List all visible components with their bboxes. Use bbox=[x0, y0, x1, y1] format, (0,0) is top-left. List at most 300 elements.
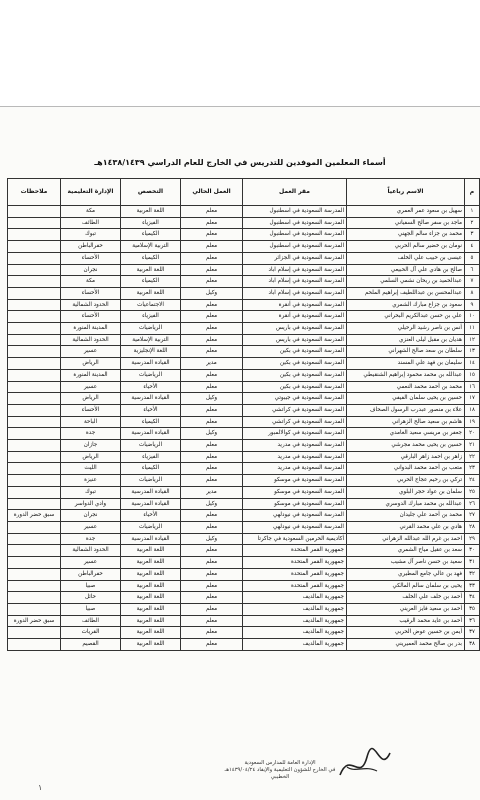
cell-workplace: أكاديمية الحرمين السعودية في جاكرتا bbox=[243, 533, 347, 545]
cell-number: ٢٠ bbox=[465, 428, 480, 440]
cell-notes bbox=[8, 440, 61, 452]
cell-specialty: اللغة العربية bbox=[121, 603, 181, 615]
cell-education-office: عسير bbox=[61, 381, 121, 393]
cell-current-job: وكيل bbox=[181, 428, 243, 440]
cell-notes bbox=[8, 451, 61, 463]
cell-specialty: اللغة العربية bbox=[121, 568, 181, 580]
table-row bbox=[8, 475, 480, 487]
cell-education-office: مكة bbox=[61, 276, 121, 288]
cell-specialty: الأحياء bbox=[121, 381, 181, 393]
cell-workplace: المدرسة السعودية في مدريد bbox=[243, 440, 347, 452]
cell-education-office: القريات bbox=[61, 627, 121, 639]
cell-specialty: اللغة العربية bbox=[121, 627, 181, 639]
table-row bbox=[8, 311, 480, 323]
cell-workplace: المدرسة السعودية في موسكو bbox=[243, 486, 347, 498]
cell-workplace: المدرسة السعودية في بكين bbox=[243, 358, 347, 370]
column-header-workplace: مقر العمل bbox=[243, 179, 347, 206]
cell-specialty: الرياضيات bbox=[121, 369, 181, 381]
cell-specialty: اللغة العربية bbox=[121, 592, 181, 604]
column-header-specialty: التخصص bbox=[121, 179, 181, 206]
cell-specialty: الفيزياء bbox=[121, 311, 181, 323]
cell-specialty: الكيمياء bbox=[121, 252, 181, 264]
cell-current-job: معلم bbox=[181, 346, 243, 358]
table-row bbox=[8, 627, 480, 639]
cell-notes bbox=[8, 334, 61, 346]
cell-number: ٢ bbox=[465, 217, 480, 229]
table-row bbox=[8, 299, 480, 311]
cell-notes bbox=[8, 603, 61, 615]
table-row bbox=[8, 323, 480, 335]
cell-workplace: المدرسة السعودية في أنقرة bbox=[243, 299, 347, 311]
cell-notes bbox=[8, 486, 61, 498]
cell-name: أحمد بن خلف علي الخلف bbox=[347, 592, 465, 604]
cell-number: ١٣ bbox=[465, 346, 480, 358]
table-row bbox=[8, 393, 480, 405]
cell-number: ٢٤ bbox=[465, 475, 480, 487]
cell-specialty: اللغة العربية bbox=[121, 580, 181, 592]
cell-number: ١٢ bbox=[465, 334, 480, 346]
table-row bbox=[8, 451, 480, 463]
cell-education-office: مكة bbox=[61, 206, 121, 218]
column-header-education-office: الإدارة التعليمية bbox=[61, 179, 121, 206]
cell-workplace: المدرسة السعودية في اسطنبول bbox=[243, 217, 347, 229]
cell-number: ١٦ bbox=[465, 381, 480, 393]
table-header-row bbox=[8, 179, 480, 206]
cell-workplace: جمهورية القمر المتحدة bbox=[243, 557, 347, 569]
cell-notes bbox=[8, 299, 61, 311]
cell-number: ٩ bbox=[465, 299, 480, 311]
table-row bbox=[8, 346, 480, 358]
cell-workplace: المدرسة السعودية في بكين bbox=[243, 346, 347, 358]
cell-name: يحيى بن سلمان سالم المالكي bbox=[347, 580, 465, 592]
cell-name: عبدالحميد بن ريحان نشمي السلمي bbox=[347, 276, 465, 288]
cell-notes bbox=[8, 557, 61, 569]
cell-notes bbox=[8, 416, 61, 428]
cell-education-office: نجران bbox=[61, 264, 121, 276]
cell-notes bbox=[8, 323, 61, 335]
cell-notes bbox=[8, 521, 61, 533]
cell-current-job: مدير bbox=[181, 358, 243, 370]
cell-name: احمد بن غرم الله عبدالله الزهراني bbox=[347, 533, 465, 545]
cell-specialty: اللغة العربية bbox=[121, 639, 181, 651]
cell-name: عبدالمحسن بن عبداللطيف إبراهيم الملحم bbox=[347, 287, 465, 299]
table-row bbox=[8, 428, 480, 440]
cell-name: محمد بن جزاء سالم الجهني bbox=[347, 229, 465, 241]
cell-current-job: معلم bbox=[181, 580, 243, 592]
table-row bbox=[8, 287, 480, 299]
cell-name: سهيل بن سعود عمر العمري bbox=[347, 206, 465, 218]
cell-name: علي بن حسن عبدالكريم البحراني bbox=[347, 311, 465, 323]
cell-number: ٢٧ bbox=[465, 510, 480, 522]
cell-workplace: المدرسة السعودية في كوالالمبور bbox=[243, 428, 347, 440]
cell-specialty: اللغة العربية bbox=[121, 264, 181, 276]
cell-specialty: الكيمياء bbox=[121, 416, 181, 428]
cell-number: ١٤ bbox=[465, 358, 480, 370]
cell-current-job: معلم bbox=[181, 592, 243, 604]
cell-specialty: اللغة العربية bbox=[121, 615, 181, 627]
cell-name: عبدالله بن محمد مبارك الدوسري bbox=[347, 498, 465, 510]
cell-education-office: حفرالباطن bbox=[61, 241, 121, 253]
cell-name: زاهر بن احمد زاهر البارقي bbox=[347, 451, 465, 463]
cell-notes bbox=[8, 217, 61, 229]
table-row bbox=[8, 369, 480, 381]
table-row bbox=[8, 615, 480, 627]
cell-name: سعود بن جزاع مبارك الشمري bbox=[347, 299, 465, 311]
cell-number: ١ bbox=[465, 206, 480, 218]
cell-education-office: حفرالباطن bbox=[61, 568, 121, 580]
table-row bbox=[8, 334, 480, 346]
column-header-name: الاسم رباعياً bbox=[347, 179, 465, 206]
cell-education-office: جدة bbox=[61, 428, 121, 440]
cell-education-office: الطائف bbox=[61, 217, 121, 229]
cell-specialty: الرياضيات bbox=[121, 440, 181, 452]
table-row bbox=[8, 416, 480, 428]
cell-number: ١٧ bbox=[465, 393, 480, 405]
cell-current-job: معلم bbox=[181, 451, 243, 463]
cell-current-job: معلم bbox=[181, 627, 243, 639]
table-row bbox=[8, 533, 480, 545]
footer-line-affairs: في الخارج للشؤون التعليمية والإيفاد ١٤٣٩/٠٤/٢٤هـ bbox=[224, 767, 336, 773]
cell-notes bbox=[8, 346, 61, 358]
cell-number: ١٨ bbox=[465, 404, 480, 416]
column-header-notes: ملاحظات bbox=[8, 179, 61, 206]
cell-name: عيسى بن حبيب علي الخلف bbox=[347, 252, 465, 264]
table-row bbox=[8, 206, 480, 218]
cell-specialty: القيادة المدرسية bbox=[121, 428, 181, 440]
cell-current-job: معلم bbox=[181, 615, 243, 627]
cell-current-job: معلم bbox=[181, 264, 243, 276]
cell-education-office: الأحساء bbox=[61, 252, 121, 264]
cell-education-office: الحدود الشمالية bbox=[61, 334, 121, 346]
cell-workplace: المدرسة السعودية في كراتشي bbox=[243, 404, 347, 416]
cell-workplace: المدرسة السعودية في جيبوتي bbox=[243, 393, 347, 405]
cell-number: ٥ bbox=[465, 252, 480, 264]
cell-education-office: الأحساء bbox=[61, 287, 121, 299]
footer-line-department: الإدارة العامة للمدارس السعودية bbox=[244, 760, 316, 766]
cell-name: أنس بن ناصر رشيد الرحيلي bbox=[347, 323, 465, 335]
cell-number: ٣٤ bbox=[465, 592, 480, 604]
table-row bbox=[8, 557, 480, 569]
cell-notes bbox=[8, 241, 61, 253]
cell-number: ١٠ bbox=[465, 311, 480, 323]
cell-current-job: معلم bbox=[181, 311, 243, 323]
cell-number: ٢٥ bbox=[465, 486, 480, 498]
cell-name: سليمان بن فهد علي المسند bbox=[347, 358, 465, 370]
cell-name: أحمد بن عايد محمد الرقيب bbox=[347, 615, 465, 627]
cell-specialty: الرياضيات bbox=[121, 521, 181, 533]
cell-workplace: المدرسة السعودية في بكين bbox=[243, 369, 347, 381]
cell-education-office: الرياض bbox=[61, 358, 121, 370]
cell-workplace: المدرسة السعودية في إسلام اباد bbox=[243, 276, 347, 288]
cell-workplace: المدرسة السعودية في بكين bbox=[243, 381, 347, 393]
table-row bbox=[8, 276, 480, 288]
cell-current-job: مدير bbox=[181, 486, 243, 498]
cell-education-office: عنيزة bbox=[61, 475, 121, 487]
cell-number: ٣٣ bbox=[465, 580, 480, 592]
table-row bbox=[8, 592, 480, 604]
cell-specialty: القيادة المدرسية bbox=[121, 393, 181, 405]
cell-notes bbox=[8, 252, 61, 264]
cell-name: ماجد بن سفر صالح السفياني bbox=[347, 217, 465, 229]
cell-number: ٣٧ bbox=[465, 627, 480, 639]
cell-number: ٣ bbox=[465, 229, 480, 241]
cell-notes bbox=[8, 545, 61, 557]
cell-current-job: وكيل bbox=[181, 498, 243, 510]
cell-specialty: الكيمياء bbox=[121, 229, 181, 241]
cell-workplace: جمهورية المالديف bbox=[243, 627, 347, 639]
cell-name: محمد بن أحمد محمد النعمي bbox=[347, 381, 465, 393]
cell-current-job: معلم bbox=[181, 475, 243, 487]
blank-top-area bbox=[0, 0, 480, 107]
cell-number: ٣٢ bbox=[465, 568, 480, 580]
cell-current-job: معلم bbox=[181, 521, 243, 533]
page-number: ١ bbox=[38, 783, 43, 792]
cell-notes bbox=[8, 475, 61, 487]
table-row bbox=[8, 498, 480, 510]
cell-specialty: القيادة المدرسية bbox=[121, 498, 181, 510]
cell-specialty: القيادة المدرسية bbox=[121, 533, 181, 545]
cell-number: ٨ bbox=[465, 287, 480, 299]
table-row bbox=[8, 580, 480, 592]
cell-name: هادي بن علي محمد القرني bbox=[347, 521, 465, 533]
cell-notes bbox=[8, 463, 61, 475]
table-row bbox=[8, 229, 480, 241]
cell-number: ٣٠ bbox=[465, 545, 480, 557]
cell-current-job: معلم bbox=[181, 217, 243, 229]
cell-workplace: المدرسة السعودية في الجزائر bbox=[243, 252, 347, 264]
cell-workplace: المدرسة السعودية في موسكو bbox=[243, 498, 347, 510]
table-row bbox=[8, 510, 480, 522]
cell-number: ٣٨ bbox=[465, 639, 480, 651]
cell-education-office: الليث bbox=[61, 463, 121, 475]
cell-current-job: معلم bbox=[181, 545, 243, 557]
cell-current-job: معلم bbox=[181, 252, 243, 264]
cell-notes bbox=[8, 369, 61, 381]
cell-name: فهد بن عالي جامع المطيري bbox=[347, 568, 465, 580]
cell-workplace: المدرسة السعودية في اسطنبول bbox=[243, 241, 347, 253]
cell-notes bbox=[8, 592, 61, 604]
cell-number: ٣١ bbox=[465, 557, 480, 569]
cell-number: ١٥ bbox=[465, 369, 480, 381]
table-row bbox=[8, 440, 480, 452]
cell-current-job: معلم bbox=[181, 639, 243, 651]
cell-education-office: عسير bbox=[61, 557, 121, 569]
cell-number: ١١ bbox=[465, 323, 480, 335]
cell-number: ٢٩ bbox=[465, 533, 480, 545]
cell-notes bbox=[8, 206, 61, 218]
column-header-current-job: العمل الحالي bbox=[181, 179, 243, 206]
cell-name: عبدالله بن محمد محمود إبراهيم الشنقيطي bbox=[347, 369, 465, 381]
column-header-number: م bbox=[465, 179, 480, 206]
cell-notes bbox=[8, 533, 61, 545]
table-row bbox=[8, 486, 480, 498]
cell-workplace: المدرسة السعودية في نيودلهي bbox=[243, 521, 347, 533]
cell-current-job: معلم bbox=[181, 557, 243, 569]
document-title: أسماء المعلمين الموفدين للتدريس في الخارج للعام الدراسي ١٤٣٨/١٤٣٩هـ bbox=[94, 158, 386, 167]
table-body bbox=[8, 206, 480, 651]
cell-number: ٢١ bbox=[465, 440, 480, 452]
cell-education-office: جدة bbox=[61, 533, 121, 545]
cell-current-job: معلم bbox=[181, 568, 243, 580]
cell-specialty: الرياضيات bbox=[121, 323, 181, 335]
cell-current-job: معلم bbox=[181, 404, 243, 416]
cell-notes bbox=[8, 404, 61, 416]
cell-specialty: اللغة العربية bbox=[121, 206, 181, 218]
cell-number: ٣٥ bbox=[465, 603, 480, 615]
cell-education-office: الأحساء bbox=[61, 404, 121, 416]
cell-workplace: جمهورية القمر المتحدة bbox=[243, 580, 347, 592]
cell-specialty: اللغة العربية bbox=[121, 557, 181, 569]
cell-workplace: المدرسة السعودية في إسلام اباد bbox=[243, 287, 347, 299]
cell-specialty: الفيزياء bbox=[121, 217, 181, 229]
cell-current-job: معلم bbox=[181, 276, 243, 288]
cell-current-job: وكيل bbox=[181, 287, 243, 299]
cell-workplace: المدرسة السعودية في أنقرة bbox=[243, 311, 347, 323]
cell-workplace: المدرسة السعودية في باريس bbox=[243, 334, 347, 346]
cell-education-office: الحدود الشمالية bbox=[61, 299, 121, 311]
cell-specialty: القيادة المدرسية bbox=[121, 486, 181, 498]
cell-name: بدر بن صالح محمد العميريني bbox=[347, 639, 465, 651]
cell-education-office: الرياض bbox=[61, 393, 121, 405]
footer-line-name: الخطيبي bbox=[270, 774, 290, 780]
cell-education-office: المدينة المنورة bbox=[61, 323, 121, 335]
cell-workplace: جمهورية المالديف bbox=[243, 603, 347, 615]
table-row bbox=[8, 639, 480, 651]
cell-name: جعفر بن مريسي سعيد الغامدي bbox=[347, 428, 465, 440]
cell-notes bbox=[8, 428, 61, 440]
cell-name: أحمد بن سعيد فايز العريني bbox=[347, 603, 465, 615]
cell-current-job: معلم bbox=[181, 369, 243, 381]
cell-notes: سبق حضر الدورة bbox=[8, 615, 61, 627]
cell-name: أيمن بن حسين عوض الحربي bbox=[347, 627, 465, 639]
cell-workplace: جمهورية القمر المتحدة bbox=[243, 568, 347, 580]
cell-current-job: معلم bbox=[181, 440, 243, 452]
cell-notes: سبق حضر الدورة bbox=[8, 510, 61, 522]
cell-specialty: الكيمياء bbox=[121, 276, 181, 288]
table-row bbox=[8, 568, 480, 580]
cell-number: ١٩ bbox=[465, 416, 480, 428]
cell-name: محمد بن أحمد علي جليدان bbox=[347, 510, 465, 522]
cell-education-office: القصيم bbox=[61, 639, 121, 651]
cell-name: سعيد بن حسن ناصر آل مشيب bbox=[347, 557, 465, 569]
cell-name: صالح بن هادي علي آل الحبيعي bbox=[347, 264, 465, 276]
cell-notes bbox=[8, 393, 61, 405]
cell-number: ٢٢ bbox=[465, 451, 480, 463]
cell-name: حسين بن يحيى سلمان الفيفي bbox=[347, 393, 465, 405]
cell-specialty: الفيزياء bbox=[121, 451, 181, 463]
cell-name: سعد بن عقيل مياح الشمري bbox=[347, 545, 465, 557]
cell-education-office: الطائف bbox=[61, 615, 121, 627]
cell-specialty: الأحياء bbox=[121, 404, 181, 416]
cell-specialty: الكيمياء bbox=[121, 463, 181, 475]
document-footer bbox=[205, 760, 355, 781]
cell-specialty: اللغة العربية bbox=[121, 287, 181, 299]
cell-current-job: وكيل bbox=[181, 393, 243, 405]
cell-workplace: المدرسة السعودية في اسطنبول bbox=[243, 206, 347, 218]
table-row bbox=[8, 545, 480, 557]
cell-specialty: اللغة العربية bbox=[121, 545, 181, 557]
cell-notes bbox=[8, 627, 61, 639]
cell-education-office: جازان bbox=[61, 440, 121, 452]
cell-current-job: معلم bbox=[181, 241, 243, 253]
cell-workplace: المدرسة السعودية في موسكو bbox=[243, 475, 347, 487]
cell-name: متعب بن أحمد محمد البدواني bbox=[347, 463, 465, 475]
cell-workplace: المدرسة السعودية في مدريد bbox=[243, 463, 347, 475]
cell-education-office: عسير bbox=[61, 346, 121, 358]
cell-education-office: الحدود الشمالية bbox=[61, 545, 121, 557]
cell-number: ٣٦ bbox=[465, 615, 480, 627]
cell-current-job: معلم bbox=[181, 206, 243, 218]
cell-notes bbox=[8, 276, 61, 288]
table-row bbox=[8, 241, 480, 253]
table-row bbox=[8, 381, 480, 393]
cell-notes bbox=[8, 498, 61, 510]
cell-education-office: عسير bbox=[61, 521, 121, 533]
cell-specialty: التربية الإسلامية bbox=[121, 241, 181, 253]
cell-notes bbox=[8, 358, 61, 370]
cell-specialty: القيادة المدرسية bbox=[121, 358, 181, 370]
cell-education-office: الرياض bbox=[61, 451, 121, 463]
cell-education-office: نجران bbox=[61, 510, 121, 522]
cell-number: ٤ bbox=[465, 241, 480, 253]
cell-education-office: حائل bbox=[61, 592, 121, 604]
cell-name: هديان بن مقبل ليلى العنزي bbox=[347, 334, 465, 346]
cell-name: علاء بن منصور عبدرب الرسول الصحاف bbox=[347, 404, 465, 416]
cell-notes bbox=[8, 381, 61, 393]
cell-workplace: جمهورية المالديف bbox=[243, 615, 347, 627]
cell-number: ٢٨ bbox=[465, 521, 480, 533]
cell-current-job: معلم bbox=[181, 334, 243, 346]
cell-education-office: الباحة bbox=[61, 416, 121, 428]
cell-education-office: وادي الدواسر bbox=[61, 498, 121, 510]
cell-number: ٧ bbox=[465, 276, 480, 288]
cell-notes bbox=[8, 639, 61, 651]
cell-specialty: اللغة الإنجليزية bbox=[121, 346, 181, 358]
cell-education-office: تبوك bbox=[61, 229, 121, 241]
table-row bbox=[8, 404, 480, 416]
table-row bbox=[8, 264, 480, 276]
cell-name: سلمان بن عواد حجر البلوي bbox=[347, 486, 465, 498]
cell-current-job: معلم bbox=[181, 463, 243, 475]
cell-workplace: المدرسة السعودية في إسلام اباد bbox=[243, 264, 347, 276]
cell-workplace: المدرسة السعودية في باريس bbox=[243, 323, 347, 335]
table-row bbox=[8, 603, 480, 615]
cell-notes bbox=[8, 229, 61, 241]
cell-notes bbox=[8, 311, 61, 323]
cell-current-job: معلم bbox=[181, 299, 243, 311]
cell-specialty: التربية الإسلامية bbox=[121, 334, 181, 346]
cell-notes bbox=[8, 580, 61, 592]
cell-education-office: المدينة المنورة bbox=[61, 369, 121, 381]
table-row bbox=[8, 521, 480, 533]
cell-number: ٢٣ bbox=[465, 463, 480, 475]
cell-workplace: المدرسة السعودية في مدريد bbox=[243, 451, 347, 463]
cell-specialty: الاجتماعيات bbox=[121, 299, 181, 311]
cell-specialty: الأحياء bbox=[121, 510, 181, 522]
cell-education-office: تبوك bbox=[61, 486, 121, 498]
cell-name: تركي بن رحيم عجاج الحربي bbox=[347, 475, 465, 487]
cell-current-job: معلم bbox=[181, 381, 243, 393]
cell-name: هاشم بن سعيد صالح الزهراني bbox=[347, 416, 465, 428]
cell-current-job: معلم bbox=[181, 323, 243, 335]
table-row bbox=[8, 217, 480, 229]
cell-workplace: جمهورية المالديف bbox=[243, 592, 347, 604]
cell-name: سلطان بن سعد صالح الشهراني bbox=[347, 346, 465, 358]
cell-workplace: المدرسة السعودية في نيودلهي bbox=[243, 510, 347, 522]
table-row bbox=[8, 463, 480, 475]
cell-number: ٢٦ bbox=[465, 498, 480, 510]
cell-current-job: معلم bbox=[181, 510, 243, 522]
